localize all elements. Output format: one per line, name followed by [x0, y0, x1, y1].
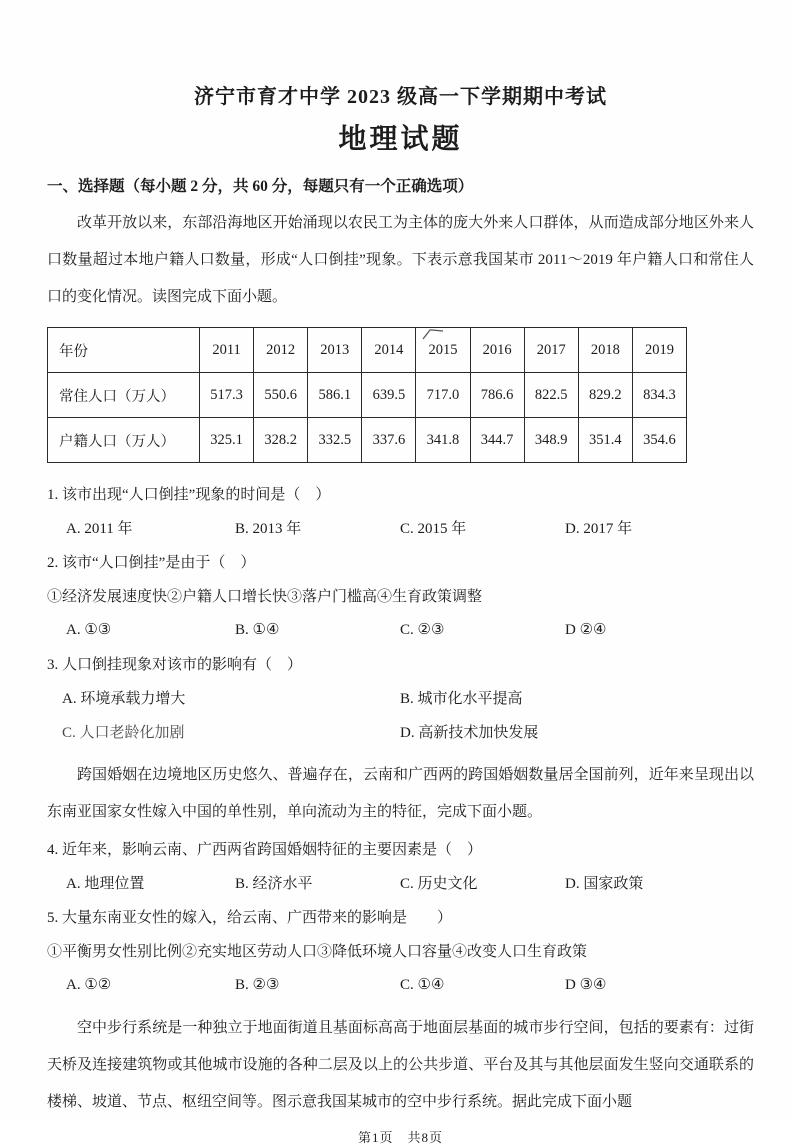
section-heading: 一、选择题（每小题 2 分，共 60 分，每题只有一个正确选项）: [47, 178, 474, 195]
option-a: A. ①③: [66, 621, 112, 638]
question-1-stem: 1. 该市出现“人口倒挂”现象的时间是（ ）: [47, 486, 331, 503]
value-cell: 829.2: [578, 373, 632, 418]
question-1-options: [47, 510, 754, 544]
population-table: [47, 327, 687, 463]
option-b: B. 经济水平: [235, 875, 313, 892]
exam-title: 济宁市育才中学 2023 级高一下学期期中考试: [194, 86, 607, 108]
row-label: 户籍人口（万人）: [48, 418, 200, 463]
question-5-options: [47, 967, 754, 1001]
question-4-stem: 4. 近年来，影响云南、广西两省跨国婚姻特征的主要因素是（ ）: [47, 841, 483, 858]
option-a: A. 地理位置: [66, 875, 145, 892]
value-cell: 328.2: [254, 418, 308, 463]
option-d: D. 高新技术加快发展: [400, 724, 539, 741]
year-cell: 2016: [470, 328, 524, 373]
value-cell: 550.6: [254, 373, 308, 418]
value-cell: 348.9: [524, 418, 578, 463]
option-b: B. ②③: [235, 976, 280, 993]
year-cell: [416, 328, 470, 373]
option-a: A. 2011 年: [66, 520, 133, 537]
year-cell: 2014: [362, 328, 416, 373]
passage-population: 改革开放以来，东部沿海地区开始涌现以农民工为主体的庞大外来人口群体，从而造成部分地区外来人口数量超过本地户籍人口数量，形成“人口倒挂”现象。下表示意我国某市 2011～2019 年户籍人口和常住人口的变化情况。读图完成下面小题。: [47, 215, 754, 305]
value-cell: 344.7: [470, 418, 524, 463]
question-5-numbered-items: ①平衡男女性别比例②充实地区劳动人口③降低环境人口容量④改变人口生育政策: [47, 943, 588, 960]
table-row-resident-population: [48, 373, 687, 418]
exam-subject-title: 地理试题: [338, 124, 463, 155]
year-cell: 2013: [308, 328, 362, 373]
passage-cross-border-marriage: 跨国婚姻在边境地区历史悠久、普遍存在，云南和广西两的跨国婚姻数量居全国前列，近年来呈现出以东南亚国家女性嫁入中国的单性别，单向流动为主的特征，完成下面小题。: [47, 767, 754, 820]
option-d: D ②④: [565, 621, 607, 638]
value-cell: 354.6: [632, 418, 686, 463]
row-label: 常住人口（万人）: [48, 373, 200, 418]
value-cell: 341.8: [416, 418, 470, 463]
question-2-numbered-items: ①经济发展速度快②户籍人口增长快③落户门槛高④生育政策调整: [47, 588, 483, 605]
value-cell: 834.3: [632, 373, 686, 418]
value-cell: 586.1: [308, 373, 362, 418]
option-c: C. ①④: [400, 976, 445, 993]
option-d: D ③④: [565, 976, 607, 993]
value-cell: 332.5: [308, 418, 362, 463]
option-d: D. 国家政策: [565, 875, 644, 892]
value-cell: 517.3: [200, 373, 254, 418]
question-3-stem: 3. 人口倒挂现象对该市的影响有（ ）: [47, 656, 303, 673]
value-cell: 717.0: [416, 373, 470, 418]
value-cell: 337.6: [362, 418, 416, 463]
question-2-stem: 2. 该市“人口倒挂”是由于（ ）: [47, 554, 256, 571]
year-cell: 2018: [578, 328, 632, 373]
question-3-options-cd: [47, 714, 754, 748]
option-a: A. 环境承载力增大: [62, 690, 186, 707]
value-cell: 786.6: [470, 373, 524, 418]
year-cell: 2019: [632, 328, 686, 373]
value-cell: 325.1: [200, 418, 254, 463]
value-cell: 822.5: [524, 373, 578, 418]
option-b: B. 2013 年: [235, 520, 302, 537]
question-4-options: [47, 865, 754, 899]
option-b: B. 城市化水平提高: [400, 690, 523, 707]
year-label: 2015: [428, 341, 458, 358]
value-cell: 351.4: [578, 418, 632, 463]
question-5-stem: 5. 大量东南亚女性的嫁入，给云南、广西带来的影响是 ）: [47, 909, 453, 926]
option-c: C. 2015 年: [400, 520, 467, 537]
option-a: A. ①②: [66, 976, 112, 993]
year-cell: 2017: [524, 328, 578, 373]
year-cell: 2012: [254, 328, 308, 373]
option-c: C. ②③: [400, 621, 445, 638]
question-2-options: [47, 612, 754, 646]
table-row-registered-population: [48, 418, 687, 463]
page-footer: 第1页 共8页: [357, 1130, 443, 1145]
passage-sky-walkway: 空中步行系统是一种独立于地面街道且基面标高高于地面层基面的城市步行空间，包括的要素有：过街天桥及连接建筑物或其他城市设施的各种二层及以上的公共步道、平台及其与其他层面发生竖向交通联系的楼梯、坡道、节点、枢纽空间等。图示意我国某城市的空中步行系统。据此完成下面小题: [47, 1020, 754, 1110]
option-b: B. ①④: [235, 621, 280, 638]
table-header-row: [48, 328, 687, 373]
year-cell: 2011: [200, 328, 254, 373]
table-corner-label: 年份: [48, 328, 200, 373]
value-cell: 639.5: [362, 373, 416, 418]
option-c: C. 人口老龄化加剧: [62, 724, 185, 741]
option-d: D. 2017 年: [565, 520, 633, 537]
option-c: C. 历史文化: [400, 875, 478, 892]
question-3-options-ab: [47, 680, 754, 714]
